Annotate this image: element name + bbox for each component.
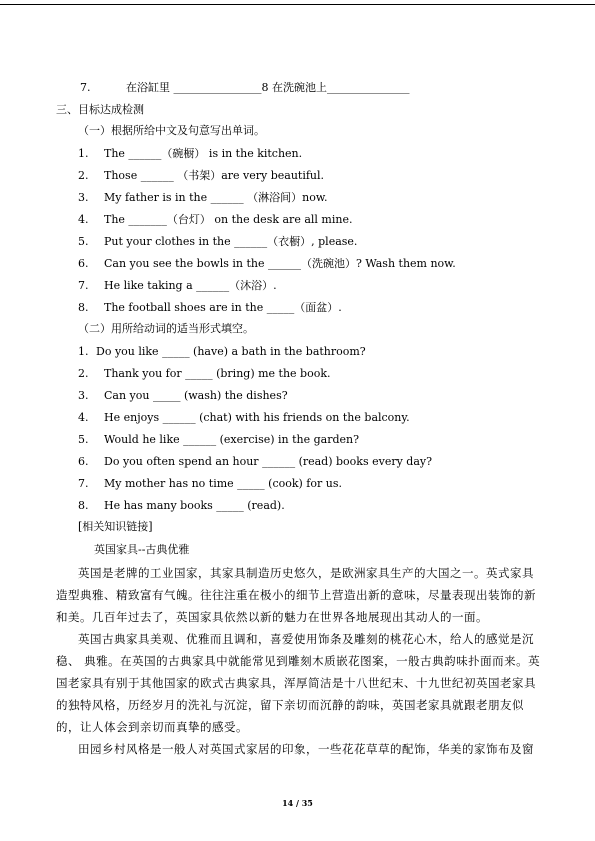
- knowledge-link-heading: [相关知识链接]: [78, 520, 153, 533]
- item-text: He has many books _____ (read).: [104, 499, 285, 512]
- item-text: The _______（台灯） on the desk are all mine.: [104, 213, 353, 226]
- item-text: Thank you for _____ (bring) me the book.: [104, 367, 331, 380]
- item-number: 8.: [78, 499, 89, 512]
- article-line: 的，让人体会到亲切而真挚的感受。: [56, 720, 248, 734]
- item-number: 1.: [78, 147, 89, 160]
- item-text: He enjoys ______ (chat) with his friends on the balcony.: [104, 411, 410, 424]
- part-2-item-4: [78, 411, 410, 425]
- item-number: 6.: [78, 455, 89, 468]
- part-2-item-6: [78, 455, 432, 469]
- part-1-item-3: [78, 191, 327, 205]
- part-1-item-2: [78, 169, 324, 183]
- item-text: My mother has no time _____ (cook) for us.: [104, 477, 342, 490]
- item-number: 1.: [78, 345, 89, 358]
- item-number: 2.: [78, 169, 89, 182]
- part-2-item-8: [78, 499, 285, 513]
- item-text: Can you _____ (wash) the dishes?: [104, 389, 288, 402]
- item-text: Do you often spend an hour ______ (read) books every day?: [104, 455, 433, 468]
- item-number: 7.: [78, 477, 89, 490]
- item-text: My father is in the ______ （淋浴间）now.: [104, 191, 328, 204]
- part-1-item-4: [78, 213, 352, 227]
- part-1-title: （一）根据所给中文及句意写出单词。: [78, 124, 265, 137]
- article-line: 英国是老牌的工业国家，其家具制造历史悠久，是欧洲家具生产的大国之一。英式家具: [78, 566, 534, 580]
- item-text: The ______（碗橱） is in the kitchen.: [104, 147, 303, 160]
- item-text: Would he like ______ (exercise) in the garden?: [104, 433, 360, 446]
- article-line: 稳、 典雅。在英国的古典家具中就能常见到雕刻木质嵌花图案，一般古典韵味扑面而来。英: [56, 654, 540, 668]
- article-line: 田园乡村风格是一般人对英国式家居的印象，一些花花草草的配饰，华美的家饰布及窗: [78, 742, 534, 756]
- item-text: 在浴缸里 ________________8 在洗碗池上_______________: [126, 81, 410, 94]
- part-1-item-8: [78, 301, 342, 315]
- page-number: 14 / 35: [282, 798, 313, 808]
- item-number: 2.: [78, 367, 89, 380]
- part-1-item-7: [78, 279, 277, 293]
- item-text: Do you like _____ (have) a bath in the bathroom?: [96, 345, 366, 358]
- part-2-item-5: [78, 433, 359, 447]
- part-2-title: （二）用所给动词的适当形式填空。: [78, 322, 254, 335]
- part-1-item-6: [78, 257, 456, 271]
- part-2-item-7: [78, 477, 342, 491]
- article-line: 的独特风格，历经岁月的洗礼与沉淀，留下亲切而沉静的韵味，英国老家具就跟老朋友似: [56, 698, 524, 712]
- article-line: 英国古典家具美观、优雅而且调和，喜爱使用饰条及雕刻的桃花心木，给人的感觉是沉: [78, 632, 534, 646]
- part-1-item-1: [78, 147, 302, 161]
- article-line: 和美。几百年过去了，英国家具依然以新的魅力在世界各地展现出其动人的一面。: [56, 610, 488, 624]
- item-text: Can you see the bowls in the ______（洗碗池）? Wash them now.: [104, 257, 456, 270]
- item-number: 4.: [78, 213, 89, 226]
- header-rule: [0, 4, 595, 5]
- item-number: 4.: [78, 411, 89, 424]
- item-text: Those ______ （书架）are very beautiful.: [104, 169, 325, 182]
- part-2-item-1: [78, 345, 366, 359]
- item-7-line: [80, 81, 410, 95]
- item-text: He like taking a ______（沐浴）.: [104, 279, 277, 292]
- item-number: 5.: [78, 433, 89, 446]
- item-number: 6.: [78, 257, 89, 270]
- article-title: 英国家具--古典优雅: [94, 543, 190, 556]
- part-2-item-2: [78, 367, 331, 381]
- section-3-title: 三、目标达成检测: [56, 103, 144, 116]
- item-number: 8.: [78, 301, 89, 314]
- part-1-item-5: [78, 235, 357, 249]
- item-number: 3.: [78, 191, 89, 204]
- item-text: The football shoes are in the _____（面盆）.: [104, 301, 342, 314]
- item-number: 5.: [78, 235, 89, 248]
- article-line: 国老家具有别于其他国家的欧式古典家具，浑厚简洁是十八世纪末、十九世纪初英国老家具: [56, 676, 536, 690]
- item-number: 3.: [78, 389, 89, 402]
- item-number: 7.: [80, 81, 91, 94]
- part-2-item-3: [78, 389, 288, 403]
- article-line: 造型典雅、精致富有气魄。往往注重在极小的细节上营造出新的意味，尽量表现出装饰的新: [56, 588, 536, 602]
- item-number: 7.: [78, 279, 89, 292]
- item-text: Put your clothes in the ______（衣橱）, please.: [104, 235, 358, 248]
